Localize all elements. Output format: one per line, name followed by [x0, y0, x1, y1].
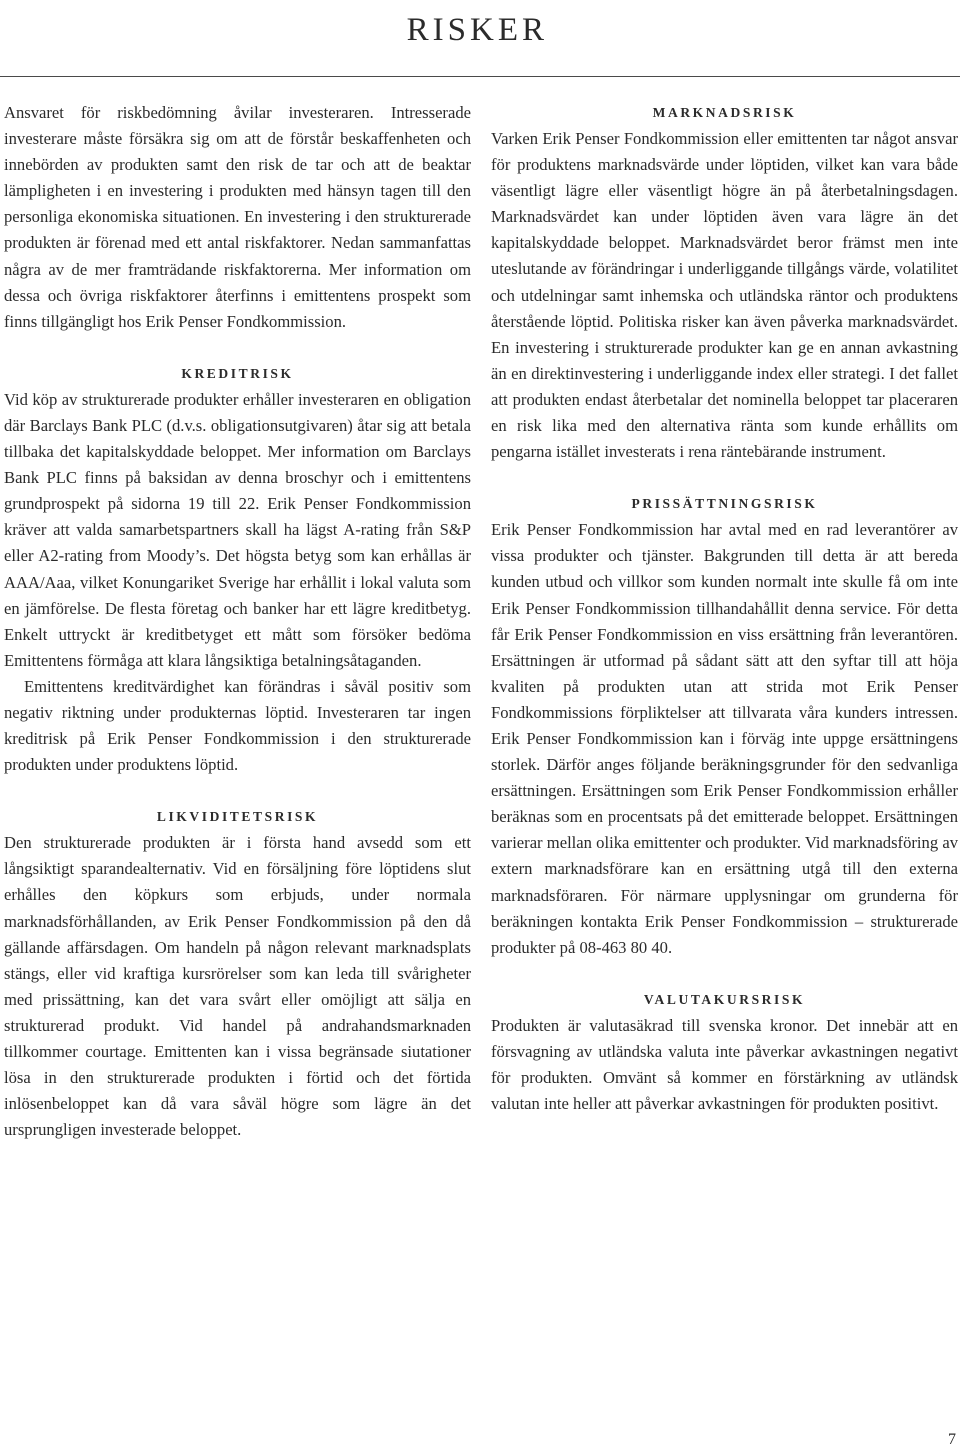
right-column: [491, 100, 958, 1117]
pricing-risk-heading: PRISSÄTTNINGSRISK: [631, 496, 818, 512]
page-number: 7: [948, 1431, 956, 1448]
currency-risk-paragraph: Produkten är valutasäkrad till svenska kronor. Det innebär att en försvagning av utländska valuta inte påverkar avkastningen negativt för produkten. Omvänt så kommer en förstärkning av utländsk valutan inte heller att påverkar avkastningen för produkten positivt.: [491, 1015, 958, 1114]
left-column: [4, 100, 471, 1143]
market-risk-heading: MARKNADSRISK: [652, 105, 797, 120]
market-risk-paragraph: Varken Erik Penser Fondkommission eller emittenten tar något ansvar för produktens marknadsvärde under löptiden, vilket kan vara både väsentligt lägre eller väsentligt högre än på återbetalningsdagen. Marknadsvärdet kan under löptiden även vara lägre än det kapitalskyddade beloppet. Marknadsvärdet beror främst men inte uteslutande av förändringar i underliggande tillgångs värde, volatilitet och utdelningar samt inhemska och utländska räntor och produktens återstående löptid. Politiska risker kan även påverka marknadsvärdet. En investering i strukturerade produkter kan ge en annan avkastning än en direktinvestering i underliggande index eller strategi. I det fallet att produkten endast återbetalar det nominella beloppet tar placeraren en risk lika med den alternativa ränta som kunde erhållits om pengarna istället investerats i rena räntebärande instrument.: [491, 129, 958, 462]
credit-risk-paragraph: Vid köp av strukturerade produkter erhåller investeraren en obligation där Barclays Bank PLC (d.v.s. obligationsutgivaren) åtar sig att betala tillbaka det kapitalskyddade beloppet. Mer information om Barclays Bank PLC finns på baksidan av denna broschyr och i emittentens grundprospekt på sidorna 19 till 22. Erik Penser Fondkommission kräver att valda samarbetspartners skall ha lägst A-rating från S&P eller A2-rating from Moody’s. Det högsta betyg som kan erhållas är AAA/Aaa, vilket Konungariket Sverige har erhållit i lokal valuta som en jämförelse. De flesta företag och banker har ett lägre kreditbetyg. Enkelt uttryckt är kreditbetyget ett mått som försöker bedöma Emittentens förmåga att klara långsiktiga betalningsåtaganden.: [4, 389, 471, 670]
spacer: [4, 335, 471, 361]
intro-paragraph: Ansvaret för riskbedömning åvilar investeraren. Intresserade investerare måste försäkra sig om att de förstår beskaffenheten och innebörden av produkten samt den risk de tar och att de beaktar lämpligheten i en investering i produkten med hänsyn tagen till den personliga ekonomiska situationen. En investering i den strukturerade produkten är förenad med ett antal riskfaktorer. Nedan sammanfattas några av de mer framträdande riskfaktorerna. Mer information om dessa och övriga riskfaktorer återfinns i emittentens prospekt som finns tillgängligt hos Erik Penser Fondkommission.: [4, 103, 471, 331]
currency-risk-heading: VALUTAKURSRISK: [643, 991, 806, 1007]
page-title: RISKER: [406, 12, 548, 48]
spacer: [491, 961, 958, 987]
title-divider: [0, 76, 960, 77]
liquidity-risk-paragraph: Den strukturerade produkten är i första hand avsedd som ett långsiktigt sparandealternativ. Vid en försäljning före löptidens slut erhålles den köpkurs som erbjuds, under normala marknadsförhållanden, av Erik Penser Fondkommission på den då gällande affärsdagen. Om handeln på någon relevant marknadsplats stängs, eller vid kraftiga kursrörelser som kan leda till svårigheter med prissättning, kan det vara svårt eller omöjligt att sälja en strukturerad produkt. Vid handel på andrahandsmarknaden tillkommer courtage. Emittenten kan i vissa begränsade siutationer lösa in den strukturerade produkten i förtid och det förtida inlösenbeloppet kan då vara såväl högre som lägre än det ursprungligen investerade beloppet.: [4, 833, 471, 1140]
pricing-risk-paragraph: Erik Penser Fondkommission har avtal med en rad leverantörer av vissa produkter och tjänster. Bakgrunden till detta är att bereda kunden utbud och villkor som kunden normalt inte skulle få om inte Erik Penser Fondkommission tillhandahållit denna service. För detta får Erik Penser Fondkommission en viss ersättning från leverantören. Ersättningen är utformad på sådant sätt att den syftar till att höja kvaliten på produkten utan att strida mot Erik Penser Fondkommissions förpliktelser att tillvarata våra kunders intressen. Erik Penser Fondkommission kan i förväg inte uppge ersättningens storlek. Därför anges följande beräkningsgrunder för den sedvanliga ersättningen. Ersättningen som Erik Penser Fondkommission erhåller beräknas som en procentsats på det emitterade beloppet. Ersättningen varierar mellan olika emittenter och produkter. Vid marknadsföring av extern marknadsförare kan en ersättning utgå till den externa marknadsföraren. För närmare upplysningar om grunderna för beräkningen kontakta Erik Penser Fondkommission – strukturerade produkter på 08-463 80 40.: [491, 520, 958, 957]
credit-risk-paragraph-2: Emittentens kreditvärdighet kan förändras i såväl positiv som negativ riktning under produkternas löptid. Investeraren tar ingen kreditrisk på Erik Penser Fondkommission i den strukturerade produkten under produktens löptid.: [4, 676, 471, 775]
liquidity-risk-heading: LIKVIDITETSRISK: [156, 809, 319, 825]
credit-risk-heading: KREDITRISK: [181, 365, 294, 381]
spacer: [491, 465, 958, 491]
spacer: [4, 778, 471, 804]
